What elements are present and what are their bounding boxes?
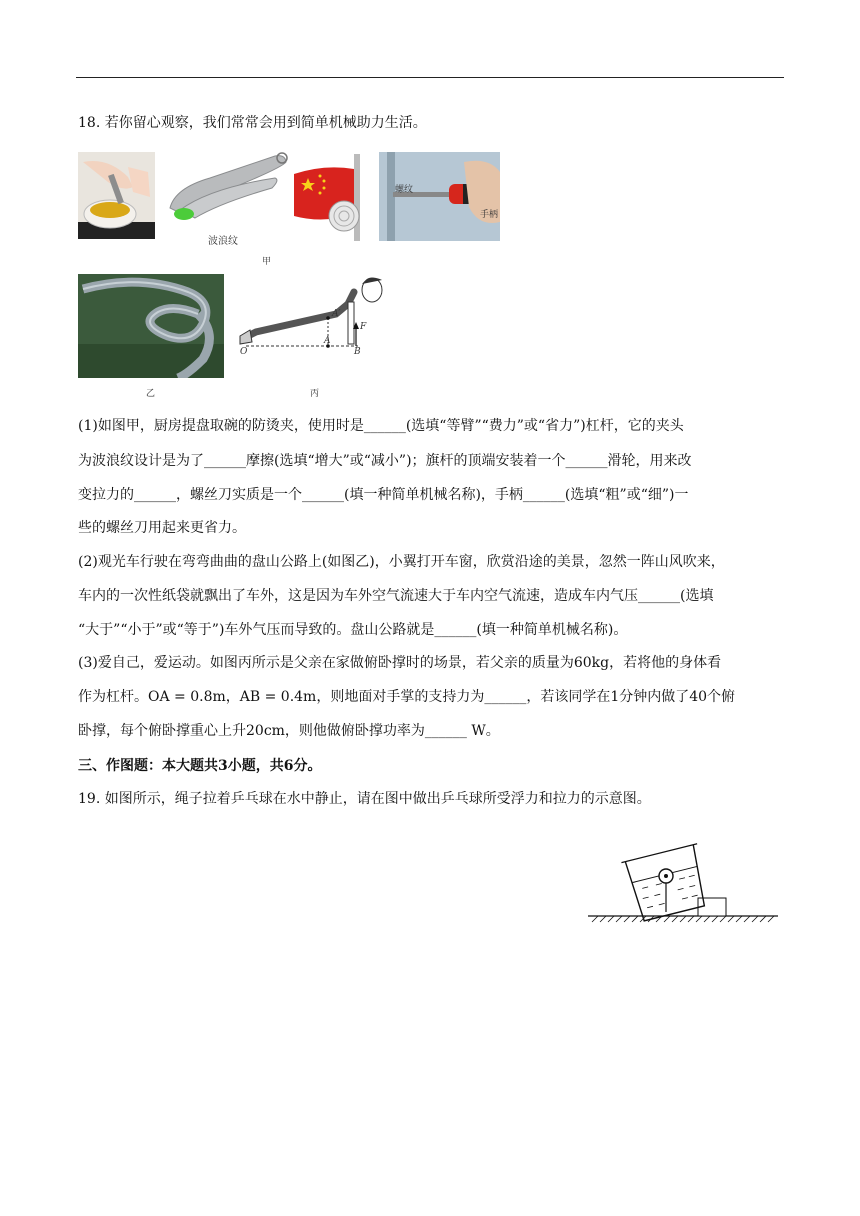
plate-clip-photo (160, 148, 295, 244)
q18-stem: 18. 若你留心观察，我们常常会用到简单机械助力生活。 (78, 115, 427, 131)
pt-A: A (324, 336, 331, 346)
p3-line-2: 作为杠杆。OA = 0.8m，AB = 0.4m，则地面对手掌的支持力为______，若该同学在1分钟内做了40个俯 (78, 689, 736, 705)
pt-A-prime: A′ (332, 309, 341, 319)
p2-line-1: (2)观光车行驶在弯弯曲曲的盘山公路上(如图乙)，小翼打开车窗，欣赏沿途的美景，忽然一阵山风吹来， (78, 554, 725, 570)
p1-line-2: 为波浪纹设计是为了______摩擦(选填“增大”或“减小”)；旗杆的顶端安装着一个______滑轮，用来改 (78, 453, 692, 469)
p2-line-3: “大于”“小于”或“等于”)车外气压而导致的。盘山公路就是______(填一种简单机械名称)。 (78, 622, 628, 638)
q19-stem: 19. 如图所示，绳子拉着乒乓球在水中静止，请在图中做出乒乓球所受浮力和拉力的示意图。 (78, 791, 651, 807)
fig-yi-caption: 乙 (146, 389, 156, 399)
screw-label: 螺纹 (395, 185, 414, 195)
p1-line-4: 些的螺丝刀用起来更省力。 (78, 520, 246, 536)
handle-label: 手柄 (480, 210, 499, 220)
p3-line-1: (3)爱自己，爱运动。如图丙所示是父亲在家做俯卧撑时的场景，若父亲的质量为60kg，若将他的身体看 (78, 655, 722, 671)
bowl-tongs-photo (78, 152, 155, 239)
fig-bing-caption: 丙 (310, 389, 320, 399)
pt-B: B (354, 347, 361, 357)
fig-jia-caption: 甲 (262, 257, 272, 267)
p1-line-1: (1)如图甲，厨房提盘取碗的防烫夹，使用时是______(选填“等臂”“费力”或“省力”)杠杆，它的夹头 (78, 418, 684, 434)
p1-line-3: 变拉力的______，螺丝刀实质是一个______(填一种简单机械名称)，手柄______(选填“粗”或“细”)一 (78, 487, 689, 503)
p3-line-3: 卧撑，每个俯卧撑重心上升20cm，则他做俯卧撑功率为______ W。 (78, 723, 500, 739)
wave-label: 波浪纹 (208, 236, 238, 247)
winding-road-photo (78, 274, 224, 378)
flag-pulley-photo (294, 154, 370, 241)
header-rule (76, 77, 784, 78)
p2-line-2: 车内的一次性纸袋就飘出了车外，这是因为车外空气流速大于车内空气流速，造成车内气压______(选填 (78, 588, 714, 604)
pt-O: O (240, 347, 248, 357)
pt-F: F (360, 322, 367, 332)
section-3-heading: 三、作图题：本大题共3小题，共6分。 (78, 758, 322, 774)
beaker-diagram (586, 834, 782, 928)
pushup-diagram (236, 274, 386, 358)
screwdriver-photo (379, 152, 500, 241)
